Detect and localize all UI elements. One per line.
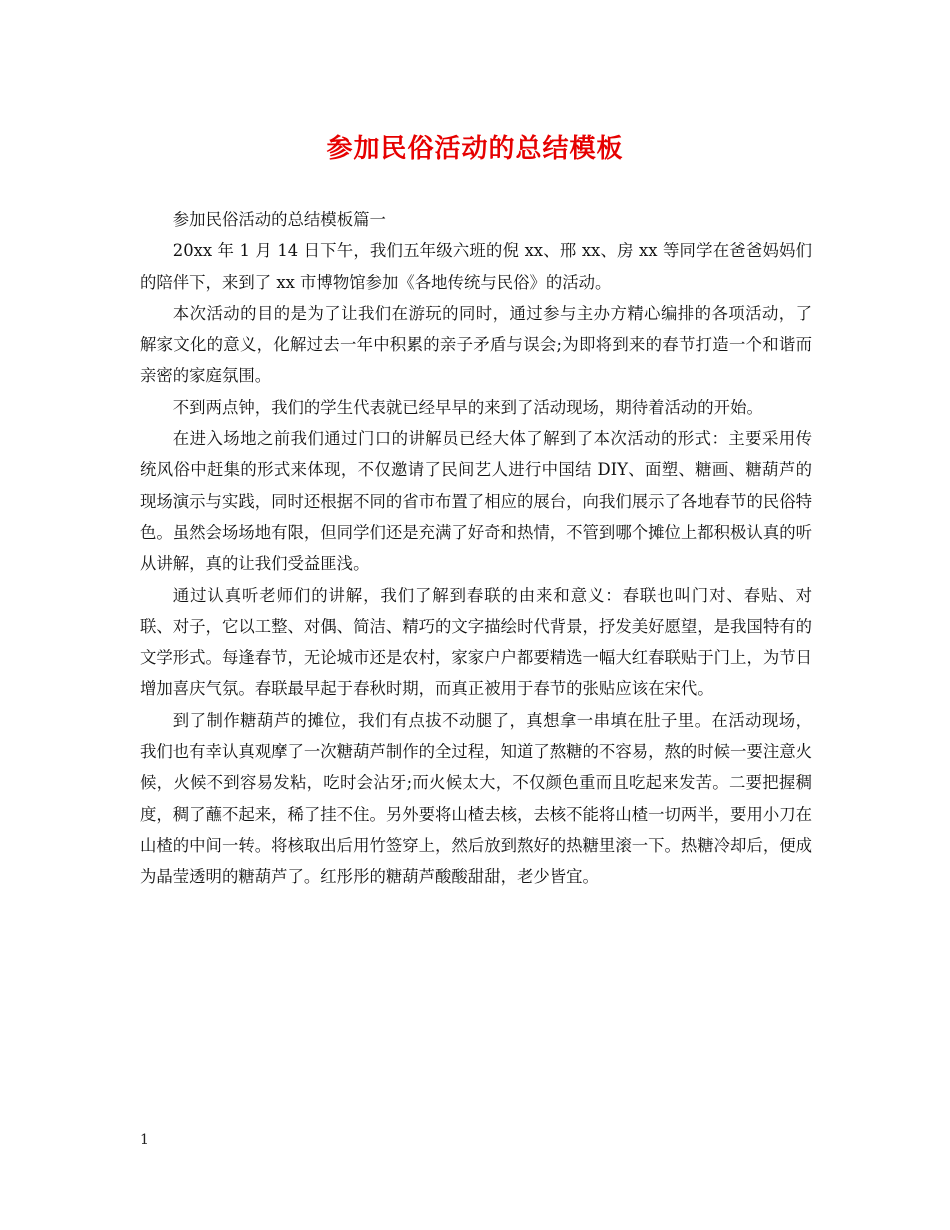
- paragraph-1: 20xx 年 1 月 14 日下午，我们五年级六班的倪 xx、邢 xx、房 xx 等同学在爸爸妈妈们的陪伴下，来到了 xx 市博物馆参加《各地传统与民俗》的活动。: [140, 241, 812, 292]
- paragraph-6: 到了制作糖葫芦的摊位，我们有点拔不动腿了，真想拿一串填在肚子里。在活动现场，我们也有幸认真观摩了一次糖葫芦制作的全过程，知道了熬糖的不容易，熬的时候一要注意火候，火候不到容易发粘，吃时会沾牙;而火候太大，不仅颜色重而且吃起来发苦。二要把握稠度，稠了蘸不起来，稀了挂不住。另外要将山楂去核，去核不能将山楂一切两半，要用小刀在山楂的中间一转。将核取出后用竹签穿上，然后放到熬好的热糖里滚一下。热糖冷却后，便成为晶莹透明的糖葫芦了。红彤彤的糖葫芦酸酸甜甜，老少皆宜。: [140, 710, 813, 887]
- paragraph-3: 不到两点钟，我们的学生代表就已经早早的来到了活动现场，期待着活动的开始。: [172, 397, 763, 417]
- document-title: 参加民俗活动的总结模板: [326, 134, 624, 164]
- paragraph-2: 本次活动的目的是为了让我们在游玩的同时，通过参与主办方精心编排的各项活动，了解家文化的意义，化解过去一年中积累的亲子矛盾与误会;为即将到来的春节打造一个和谐而亲密的家庭氛围。: [140, 303, 812, 386]
- page-number: 1: [140, 1132, 149, 1148]
- document-body: [140, 204, 812, 893]
- paragraph-5: 通过认真听老师们的讲解，我们了解到春联的由来和意义：春联也叫门对、春贴、对联、对子，它以工整、对偶、简洁、精巧的文字描绘时代背景，抒发美好愿望，是我国特有的文学形式。每逢春节，无论城市还是农村，家家户户都要精选一幅大红春联贴于门上，为节日增加喜庆气氛。春联最早起于春秋时期，而真正被用于春节的张贴应该在宋代。: [140, 585, 813, 699]
- section-heading: 参加民俗活动的总结模板篇一: [172, 210, 386, 229]
- paragraph-4: 在进入场地之前我们通过门口的讲解员已经大体了解到了本次活动的形式：主要采用传统风俗中赶集的形式来体现，不仅邀请了民间艺人进行中国结 DIY、面塑、糖画、糖葫芦的现场演示与实践，同时还根据不同的省市布置了相应的展台，向我们展示了各地春节的民俗特色。虽然会场场地有限，但同学们还是充满了好奇和热情，不管到哪个摊位上都积极认真的听从讲解，真的让我们受益匪浅。: [140, 429, 813, 574]
